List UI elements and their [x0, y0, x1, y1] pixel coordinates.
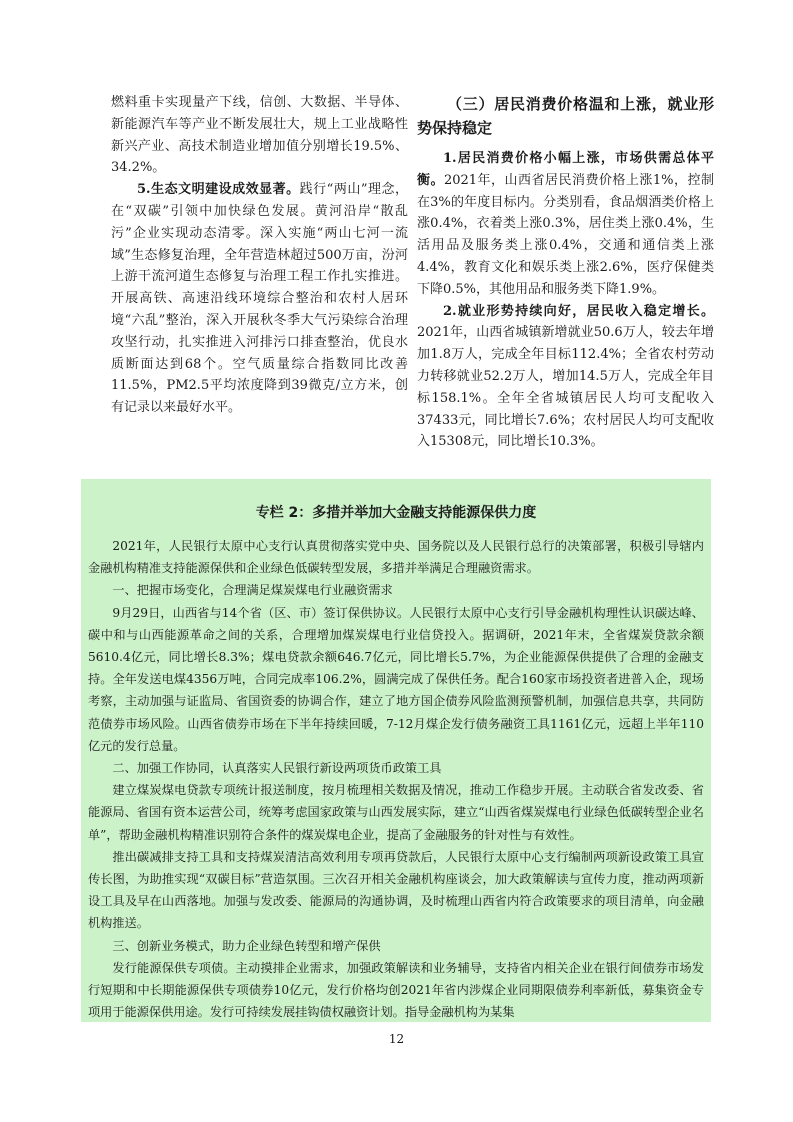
left-paragraph-2-heading: 5.生态文明建设成效显著。 — [137, 182, 300, 198]
left-paragraph-1: 燃料重卡实现量产下线，信创、大数据、半导体、新能源汽车等产业不断发展壮大，规上工业战略性新兴产业、高技术制造业增加值分别增长19.5%、34.2%。 — [111, 95, 408, 176]
box-paragraph-2: 建立煤炭煤电贷款专项统计报送制度，按月梳理相关数据及情况，推动工作稳步开展。主动联合省发改委、省能源局、省国有资本运营公司，统筹考虑国家政策与山西发展实际，建立“山西省煤炭煤电行业绿色低碳转型企业名单”，帮助金融机构精准识别符合条件的煤炭煤电企业，提高了金融服务的针对性与有效性。 — [88, 783, 704, 842]
right-paragraph-2 — [417, 301, 714, 454]
box-title: 专栏 2：多措并举加大金融支持能源保供力度 — [255, 505, 537, 521]
box-paragraph-3: 推出碳减排支持工具和支持煤炭清洁高效利用专项再贷款后，人民银行太原中心支行编制两项新设政策工具宣传长图，为助推实现“双碳目标”营造氛围。三次召开相关金融机构座谈会，加大政策解读与宣传力度，推动两项新设工具及早在山西落地。加强与发改委、能源局的沟通协调，及时梳理山西省内符合政策要求的项目清单，向金融机构推送。 — [88, 849, 704, 931]
sidebar-box — [81, 479, 711, 1022]
right-paragraph-1 — [417, 148, 714, 301]
left-paragraph-2-body: 践行“两山”理念，在“双碳”引领中加快绿色发展。黄河沿岸“散乱污”企业实现动态清零。深入实施“两山七河一流域”生态修复治理，全年营造林超过500万亩，汾河上游干流河道生态修复与治理工程工作扎实推进。开展高铁、高速沿线环境综合整治和农村人居环境“六乱”整治，深入开展秋冬季大气污染综合治理攻坚行动，扎实推进入河排污口排查整治，优良水质断面达到68个。空气质量综合指数同比改善11.5%，PM2.5平均浓度降到39微克/立方米，创有记录以来最好水平。 — [111, 182, 408, 416]
box-heading-2: 二、加强工作协同，认真落实人民银行新设两项货币政策工具 — [112, 761, 442, 776]
right-paragraph-2-heading: 2.就业形势持续向好，居民收入稳定增长。 — [443, 303, 714, 319]
box-heading-1: 一、把握市场变化，合理满足煤炭煤电行业融资需求 — [112, 583, 393, 598]
left-paragraph-2 — [111, 179, 408, 419]
right-paragraph-2-body: 2021年，山西省城镇新增就业50.6万人，较去年增加1.8万人，完成全年目标112.4%；全省农村劳动力转移就业52.2万人，增加14.5万人，完成全年目标158.1%。全年全省城镇居民人均可支配收入37433元，同比增长7.6%；农村居民人均可支配收入15308元，同比增长10.3%。 — [417, 325, 714, 450]
right-paragraph-1-heading: 1.居民消费价格小幅上涨，市场供需总体平衡。 — [417, 151, 714, 188]
right-paragraph-1-body: 2021年，山西省居民消费价格上涨1%，控制在3%的年度目标内。分类别看，食品烟酒类价格上涨0.4%，衣着类上涨0.3%，居住类上涨0.4%，生活用品及服务类上涨0.4%，交通和通信类上涨4.4%，教育文化和娱乐类上涨2.6%，医疗保健类下降0.5%，其他用品和服务类下降1.9%。 — [417, 172, 714, 297]
left-column — [111, 92, 408, 419]
box-paragraph-1: 9月29日，山西省与14个省（区、市）签订保供协议。人民银行太原中心支行引导金融机构理性认识碳达峰、碳中和与山西能源革命之间的关系，合理增加煤炭煤电行业信贷投入。据调研，2021年末，全省煤炭贷款余额5610.4亿元，同比增长8.3%；煤电贷款余额646.7亿元，同比增长5.7%，为企业能源保供提供了合理的金融支持。全年发送电煤4356万吨，合同完成率106.2%，圆满完成了保供任务。配合160家市场投资者进普入企，现场考察，主动加强与证监局、省国资委的协调合作，建立了地方国企债券风险监测预警机制，加强信息共享，共同防范债券市场风险。山西省债券市场在下半年持续回暖，7-12月煤企发行债务融资工具1161亿元，远超上半年110亿元的发行总量。 — [88, 605, 704, 753]
box-paragraph-4: 发行能源保供专项债。主动摸排企业需求，加强政策解读和业务辅导，支持省内相关企业在银行间债券市场发行短期和中长期能源保供专项债券10亿元，发行价格均创2021年省内涉煤企业同期限债券利率新低，募集资金专项用于能源保供用途。发行可持续发展挂钩债权融资计划。指导金融机构为某集 — [88, 960, 704, 1020]
right-column — [417, 92, 714, 453]
box-intro: 2021年，人民银行太原中心支行认真贯彻落实党中央、国务院以及人民银行总行的决策部署，积极引导辖内金融机构精准支持能源保供和企业绿色低碳转型发展，多措并举满足合理融资需求。 — [88, 539, 704, 576]
box-heading-3: 三、创新业务模式，助力企业绿色转型和增产保供 — [112, 938, 381, 953]
section-title: （三）居民消费价格温和上涨，就业形势保持稳定 — [417, 95, 714, 137]
page-number: 12 — [388, 1032, 405, 1046]
